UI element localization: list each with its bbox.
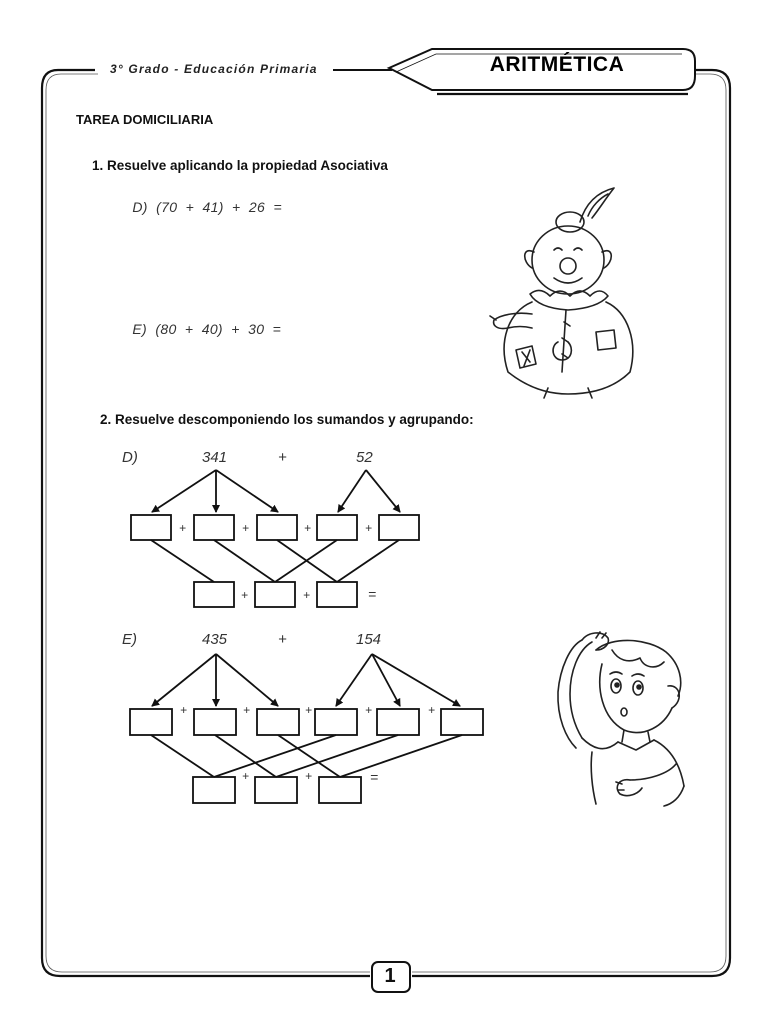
plus-sign: + (305, 703, 313, 717)
plus-sign: + (180, 703, 188, 717)
plus-sign: + (365, 521, 373, 535)
subject-title: ARITMÉTICA (489, 53, 625, 76)
answer-box[interactable] (317, 515, 357, 540)
answer-box[interactable] (441, 709, 483, 735)
decomposition-diagram-d (110, 440, 430, 615)
addend-1: 435 (202, 631, 228, 648)
answer-box[interactable] (315, 709, 357, 735)
answer-box[interactable] (377, 709, 419, 735)
answer-box[interactable] (379, 515, 419, 540)
grade-label: 3° Grado - Educación Primaria (110, 62, 318, 76)
answer-box[interactable] (193, 777, 235, 803)
answer-box[interactable] (194, 515, 234, 540)
thinking-boy-illustration (552, 628, 692, 808)
answer-box[interactable] (317, 582, 357, 607)
exercise2-heading: 2. Resuelve descomponiendo los sumandos y agrupando: (100, 412, 474, 427)
item-expression: (70 + 41) + 26 = (156, 199, 282, 215)
answer-box[interactable] (194, 582, 234, 607)
addend-1: 341 (202, 449, 228, 466)
answer-box[interactable] (194, 709, 236, 735)
plus-sign: + (278, 631, 287, 648)
item-label: E) (132, 321, 147, 337)
problem-label: D) (122, 449, 138, 466)
exercise1-heading: 1. Resuelve aplicando la propiedad Asociativa (92, 158, 388, 173)
plus-sign: + (278, 449, 287, 466)
answer-box[interactable] (255, 777, 297, 803)
plus-sign: + (179, 521, 187, 535)
plus-sign: + (365, 703, 373, 717)
answer-box[interactable] (257, 709, 299, 735)
item-expression: (80 + 40) + 30 = (155, 321, 282, 337)
equals-sign: = (370, 769, 379, 785)
answer-box[interactable] (131, 515, 171, 540)
page-number: 1 (384, 965, 396, 987)
addend-2: 154 (356, 631, 382, 648)
addend-2: 52 (356, 449, 373, 466)
plus-sign: + (304, 521, 312, 535)
plus-sign: + (428, 703, 436, 717)
plus-sign: + (305, 769, 313, 783)
exercise1-item-d (124, 183, 282, 215)
plus-sign: + (243, 703, 251, 717)
plus-sign: + (242, 769, 250, 783)
exercise1-item-e (124, 305, 281, 337)
plus-sign: + (241, 588, 249, 602)
answer-box[interactable] (319, 777, 361, 803)
answer-box[interactable] (255, 582, 295, 607)
plus-sign: + (242, 521, 250, 535)
problem-label: E) (122, 631, 137, 648)
plus-sign: + (303, 588, 311, 602)
task-title: TAREA DOMICILIARIA (76, 112, 214, 127)
clown-illustration (488, 182, 648, 402)
decomposition-diagram-e (110, 622, 500, 807)
answer-box[interactable] (257, 515, 297, 540)
answer-box[interactable] (130, 709, 172, 735)
item-label: D) (132, 199, 148, 215)
equals-sign: = (368, 586, 377, 602)
